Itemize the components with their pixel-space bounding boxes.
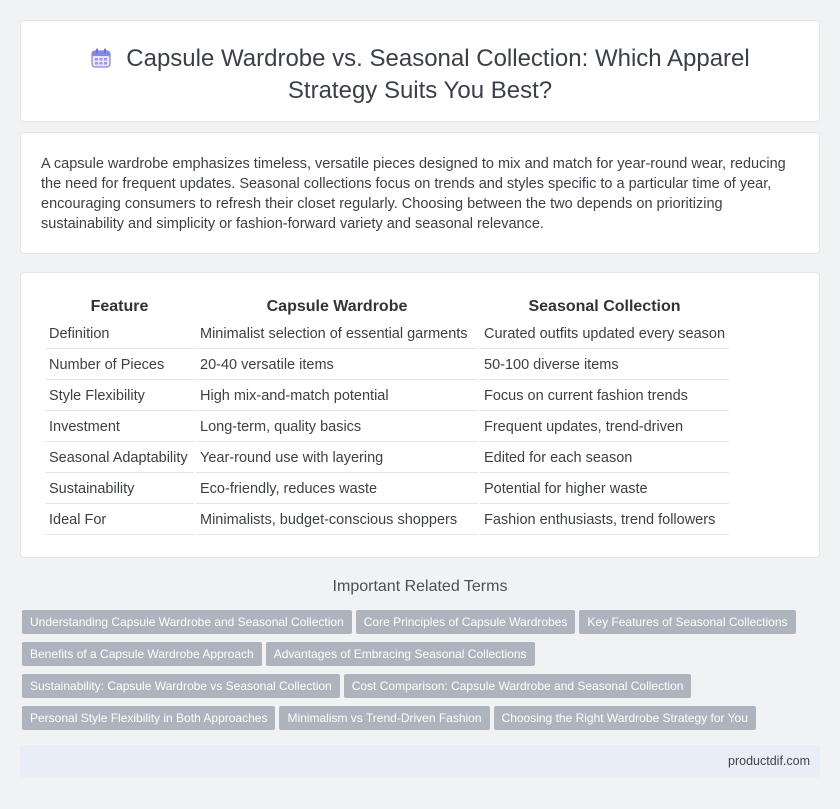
footer-bar <box>20 745 820 777</box>
table-row <box>45 475 729 504</box>
calendar-icon <box>90 47 112 69</box>
related-term-tag[interactable]: Choosing the Right Wardrobe Strategy for You <box>494 706 756 730</box>
related-term-tag[interactable]: Key Features of Seasonal Collections <box>579 610 795 634</box>
title-line-1: Capsule Wardrobe vs. Seasonal Collection: Which Apparel <box>126 45 750 72</box>
table-header-row <box>45 295 729 318</box>
table-cell: Frequent updates, trend-driven <box>480 413 729 442</box>
table-cell: Minimalist selection of essential garments <box>196 320 478 349</box>
related-term-tag[interactable]: Sustainability: Capsule Wardrobe vs Seasonal Collection <box>22 674 340 698</box>
column-header: Feature <box>90 297 149 315</box>
related-term-tag[interactable]: Advantages of Embracing Seasonal Collections <box>266 642 535 666</box>
table-row <box>45 444 729 473</box>
comparison-card <box>20 272 820 558</box>
table-cell: Ideal For <box>45 506 194 535</box>
intro-card <box>20 132 820 254</box>
tag-row <box>22 610 822 642</box>
table-cell: Long-term, quality basics <box>196 413 478 442</box>
table-cell: Year-round use with layering <box>196 444 478 473</box>
table-row <box>45 351 729 380</box>
table-row <box>45 382 729 411</box>
header-card <box>20 20 820 122</box>
related-term-tag[interactable]: Understanding Capsule Wardrobe and Seasonal Collection <box>22 610 352 634</box>
title-line-2: Strategy Suits You Best? <box>287 77 553 104</box>
footer-site-link[interactable]: productdif.com <box>728 754 810 768</box>
table-cell: Eco-friendly, reduces waste <box>196 475 478 504</box>
related-term-tag[interactable]: Personal Style Flexibility in Both Approaches <box>22 706 275 730</box>
table-cell: 20-40 versatile items <box>196 351 478 380</box>
table-cell: Edited for each season <box>480 444 729 473</box>
table-row <box>45 320 729 349</box>
table-cell: Fashion enthusiasts, trend followers <box>480 506 729 535</box>
page-title <box>21 43 819 107</box>
table-cell: Sustainability <box>45 475 194 504</box>
table-cell: Investment <box>45 413 194 442</box>
table-cell: High mix-and-match potential <box>196 382 478 411</box>
table-cell: 50-100 diverse items <box>480 351 729 380</box>
related-term-tag[interactable]: Minimalism vs Trend-Driven Fashion <box>279 706 489 730</box>
tag-row <box>22 674 822 706</box>
comparison-table <box>43 293 731 537</box>
table-row <box>45 413 729 442</box>
table-cell: Curated outfits updated every season <box>480 320 729 349</box>
table-cell: Potential for higher waste <box>480 475 729 504</box>
table-row <box>45 506 729 535</box>
related-term-tag[interactable]: Benefits of a Capsule Wardrobe Approach <box>22 642 262 666</box>
related-terms-title: Important Related Terms <box>332 578 508 595</box>
tag-row <box>22 642 822 674</box>
table-cell: Focus on current fashion trends <box>480 382 729 411</box>
related-term-tag[interactable]: Core Principles of Capsule Wardrobes <box>356 610 576 634</box>
related-terms-list <box>22 610 822 738</box>
table-cell: Definition <box>45 320 194 349</box>
related-term-tag[interactable]: Cost Comparison: Capsule Wardrobe and Seasonal Collection <box>344 674 692 698</box>
column-header: Capsule Wardrobe <box>266 297 408 315</box>
tag-row <box>22 706 822 738</box>
table-cell: Minimalists, budget-conscious shoppers <box>196 506 478 535</box>
table-cell: Seasonal Adaptability <box>45 444 194 473</box>
column-header: Seasonal Collection <box>528 297 681 315</box>
table-cell: Style Flexibility <box>45 382 194 411</box>
intro-text: A capsule wardrobe emphasizes timeless, versatile pieces designed to mix and match for year-round wear, reducing the need for frequent updates. Seasonal collections focus on trends and styles specific to a particular time of year, encouraging consumers to refresh their closet regularly. Choosing between the two depends on prioritizing sustainability and simplicity or fashion-forward variety and seasonal relevance. <box>41 156 786 232</box>
table-cell: Number of Pieces <box>45 351 194 380</box>
